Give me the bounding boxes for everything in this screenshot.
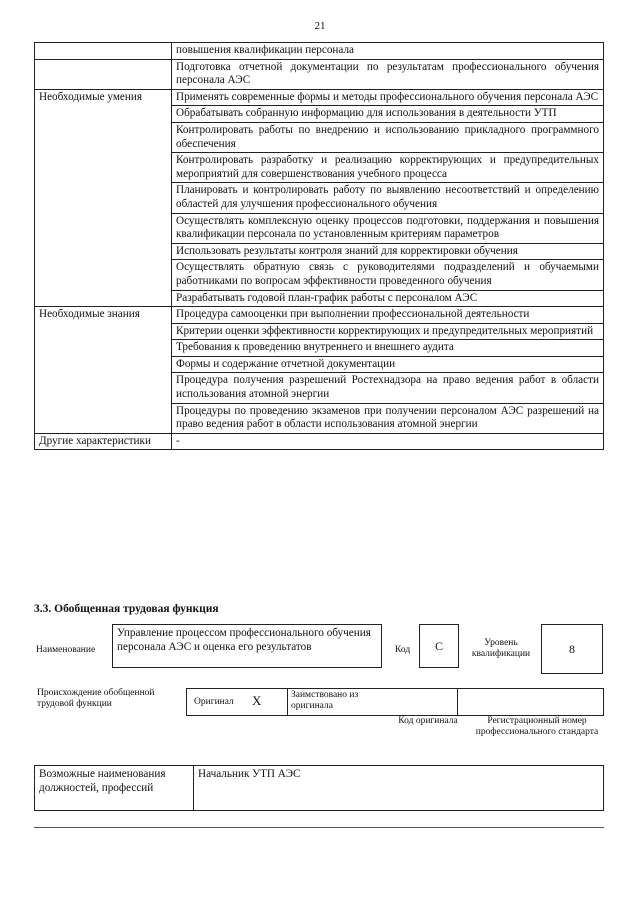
borrowed-label: Заимствовано из оригинала bbox=[291, 690, 359, 711]
divider bbox=[457, 689, 458, 715]
row-text: Формы и содержание отчетной документации bbox=[172, 356, 604, 373]
code-original-label: Код оригинала bbox=[398, 716, 458, 726]
page-number: 21 bbox=[314, 20, 326, 32]
row-text: Использовать результаты контроля знаний для корректировки обучения bbox=[172, 243, 604, 260]
qualification-level-label: Уровень квалификации bbox=[471, 638, 531, 659]
row-text: Разрабатывать годовой план-график работы с персоналом АЭС bbox=[172, 290, 604, 307]
row-text: Осуществлять обратную связь с руководителями подразделений и обучаемыми работниками по вопросам эффективности проведенного обучения bbox=[172, 260, 604, 290]
row-text: Подготовка отчетной документации по результатам профессионального обучения персонала АЭС bbox=[172, 59, 604, 89]
code-value: С bbox=[419, 624, 459, 668]
row-text: Обрабатывать собранную информацию для использования в деятельности УТП bbox=[172, 106, 604, 123]
name-label: Наименование bbox=[36, 645, 96, 655]
function-name-value: Управление процессом профессионального обучения персонала АЭС и оценка его результатов bbox=[112, 624, 382, 668]
table-row bbox=[35, 766, 604, 811]
knowledge-label: Необходимые знания bbox=[35, 307, 172, 434]
positions-table bbox=[34, 765, 604, 811]
requirements-table bbox=[34, 42, 604, 450]
original-mark: Х bbox=[252, 693, 262, 708]
row-text: повышения квалификации персонала bbox=[172, 43, 604, 60]
row-text: - bbox=[172, 433, 604, 450]
row-text: Критерии оценки эффективности корректирующих и предупредительных мероприятий bbox=[172, 323, 604, 340]
code-label: Код bbox=[395, 645, 411, 655]
row-text: Требования к проведению внутреннего и внешнего аудита bbox=[172, 340, 604, 357]
row-label bbox=[35, 43, 172, 60]
row-text: Контролировать работы по внедрению и использованию прикладного программного обеспечения bbox=[172, 122, 604, 152]
row-text: Планировать и контролировать работу по выявлению несоответствий и определению областей для улучшения профессионального обучения bbox=[172, 183, 604, 213]
table-row bbox=[35, 43, 604, 60]
row-text: Применять современные формы и методы профессионального обучения персонала АЭС bbox=[172, 89, 604, 106]
qualification-level-value: 8 bbox=[541, 624, 603, 674]
divider bbox=[287, 689, 288, 715]
registration-number-label: Регистрационный номер профессионального стандарта bbox=[475, 716, 599, 737]
table-row bbox=[35, 307, 604, 324]
row-text: Контролировать разработку и реализацию корректирующих и предупредительных мероприятий для совершенствования учебного процесса bbox=[172, 153, 604, 183]
table-row bbox=[35, 433, 604, 450]
original-label: Оригинал bbox=[194, 697, 234, 707]
table-row bbox=[35, 89, 604, 106]
row-text: Процедуры по проведению экзаменов при получении персоналом АЭС разрешений на право ведения работ в области использования атомной энергии bbox=[172, 403, 604, 433]
positions-value: Начальник УТП АЭС bbox=[194, 766, 604, 811]
other-characteristics-label: Другие характеристики bbox=[35, 433, 172, 450]
skills-label: Необходимые умения bbox=[35, 89, 172, 306]
table-row bbox=[35, 59, 604, 89]
positions-label: Возможные наименования должностей, профессий bbox=[35, 766, 194, 811]
row-text: Процедура получения разрешений Ростехнадзора на право ведения работ в области использования атомной энергии bbox=[172, 373, 604, 403]
origin-label: Происхождение обобщенной трудовой функции bbox=[37, 688, 155, 709]
row-text: Осуществлять комплексную оценку процессов подготовки, поддержания и повышения квалификации персонала по установленным критериям параметров bbox=[172, 213, 604, 243]
section-title: 3.3. Обобщенная трудовая функция bbox=[34, 603, 219, 615]
divider bbox=[34, 827, 604, 828]
row-label bbox=[35, 59, 172, 89]
row-text: Процедура самооценки при выполнении профессиональной деятельности bbox=[172, 307, 604, 324]
